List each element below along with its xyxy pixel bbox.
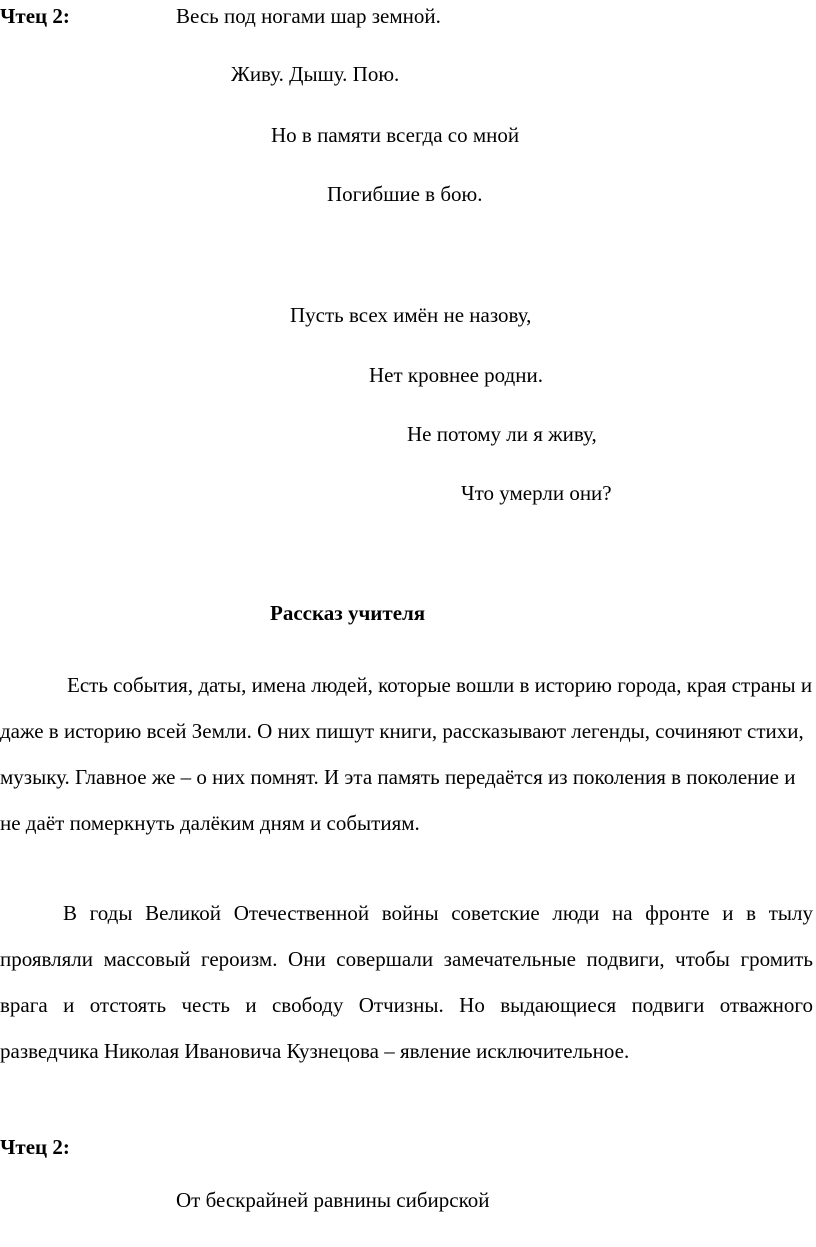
poem-line: Весь под ногами шар земной. [176, 4, 441, 28]
poem-line: Погибшие в бою. [327, 182, 483, 206]
poem-line: Пусть всех имён не назову, [290, 303, 532, 327]
paragraph [0, 890, 813, 1074]
poem-line: Не потому ли я живу, [407, 422, 597, 446]
poem-line: Нет кровнее родни. [369, 363, 543, 387]
paragraph-text: В годы Великой Отечественной войны советские люди на фронте и в тылу проявляли массовый героизм. Они совершали замечательные подвиги, чтобы громить врага и отстоять честь и свободу Отчизны. Но выдающиеся подвиги отважного разведчика Николая Ивановича Кузнецова – явление исключительное. [0, 901, 813, 1063]
reader-label: Чтец 2: [0, 4, 70, 28]
poem-line: От бескрайней равнины сибирской [176, 1188, 490, 1212]
paragraph [0, 662, 813, 846]
poem-line: Живу. Дышу. Пою. [231, 62, 400, 86]
poem-line: Но в памяти всегда со мной [271, 123, 520, 147]
paragraph-text: Есть события, даты, имена людей, которые вошли в историю города, края страны и даже в историю всей Земли. О них пишут книги, рассказывают легенды, сочиняют стихи, музыку. Главное же – о них помнят. И эта память передаётся из поколения в поколение и не даёт померкнуть далёким дням и событиям. [0, 673, 813, 835]
poem-line: Что умерли они? [461, 481, 612, 505]
reader-label: Чтец 2: [0, 1135, 70, 1159]
section-heading: Рассказ учителя [270, 601, 426, 625]
